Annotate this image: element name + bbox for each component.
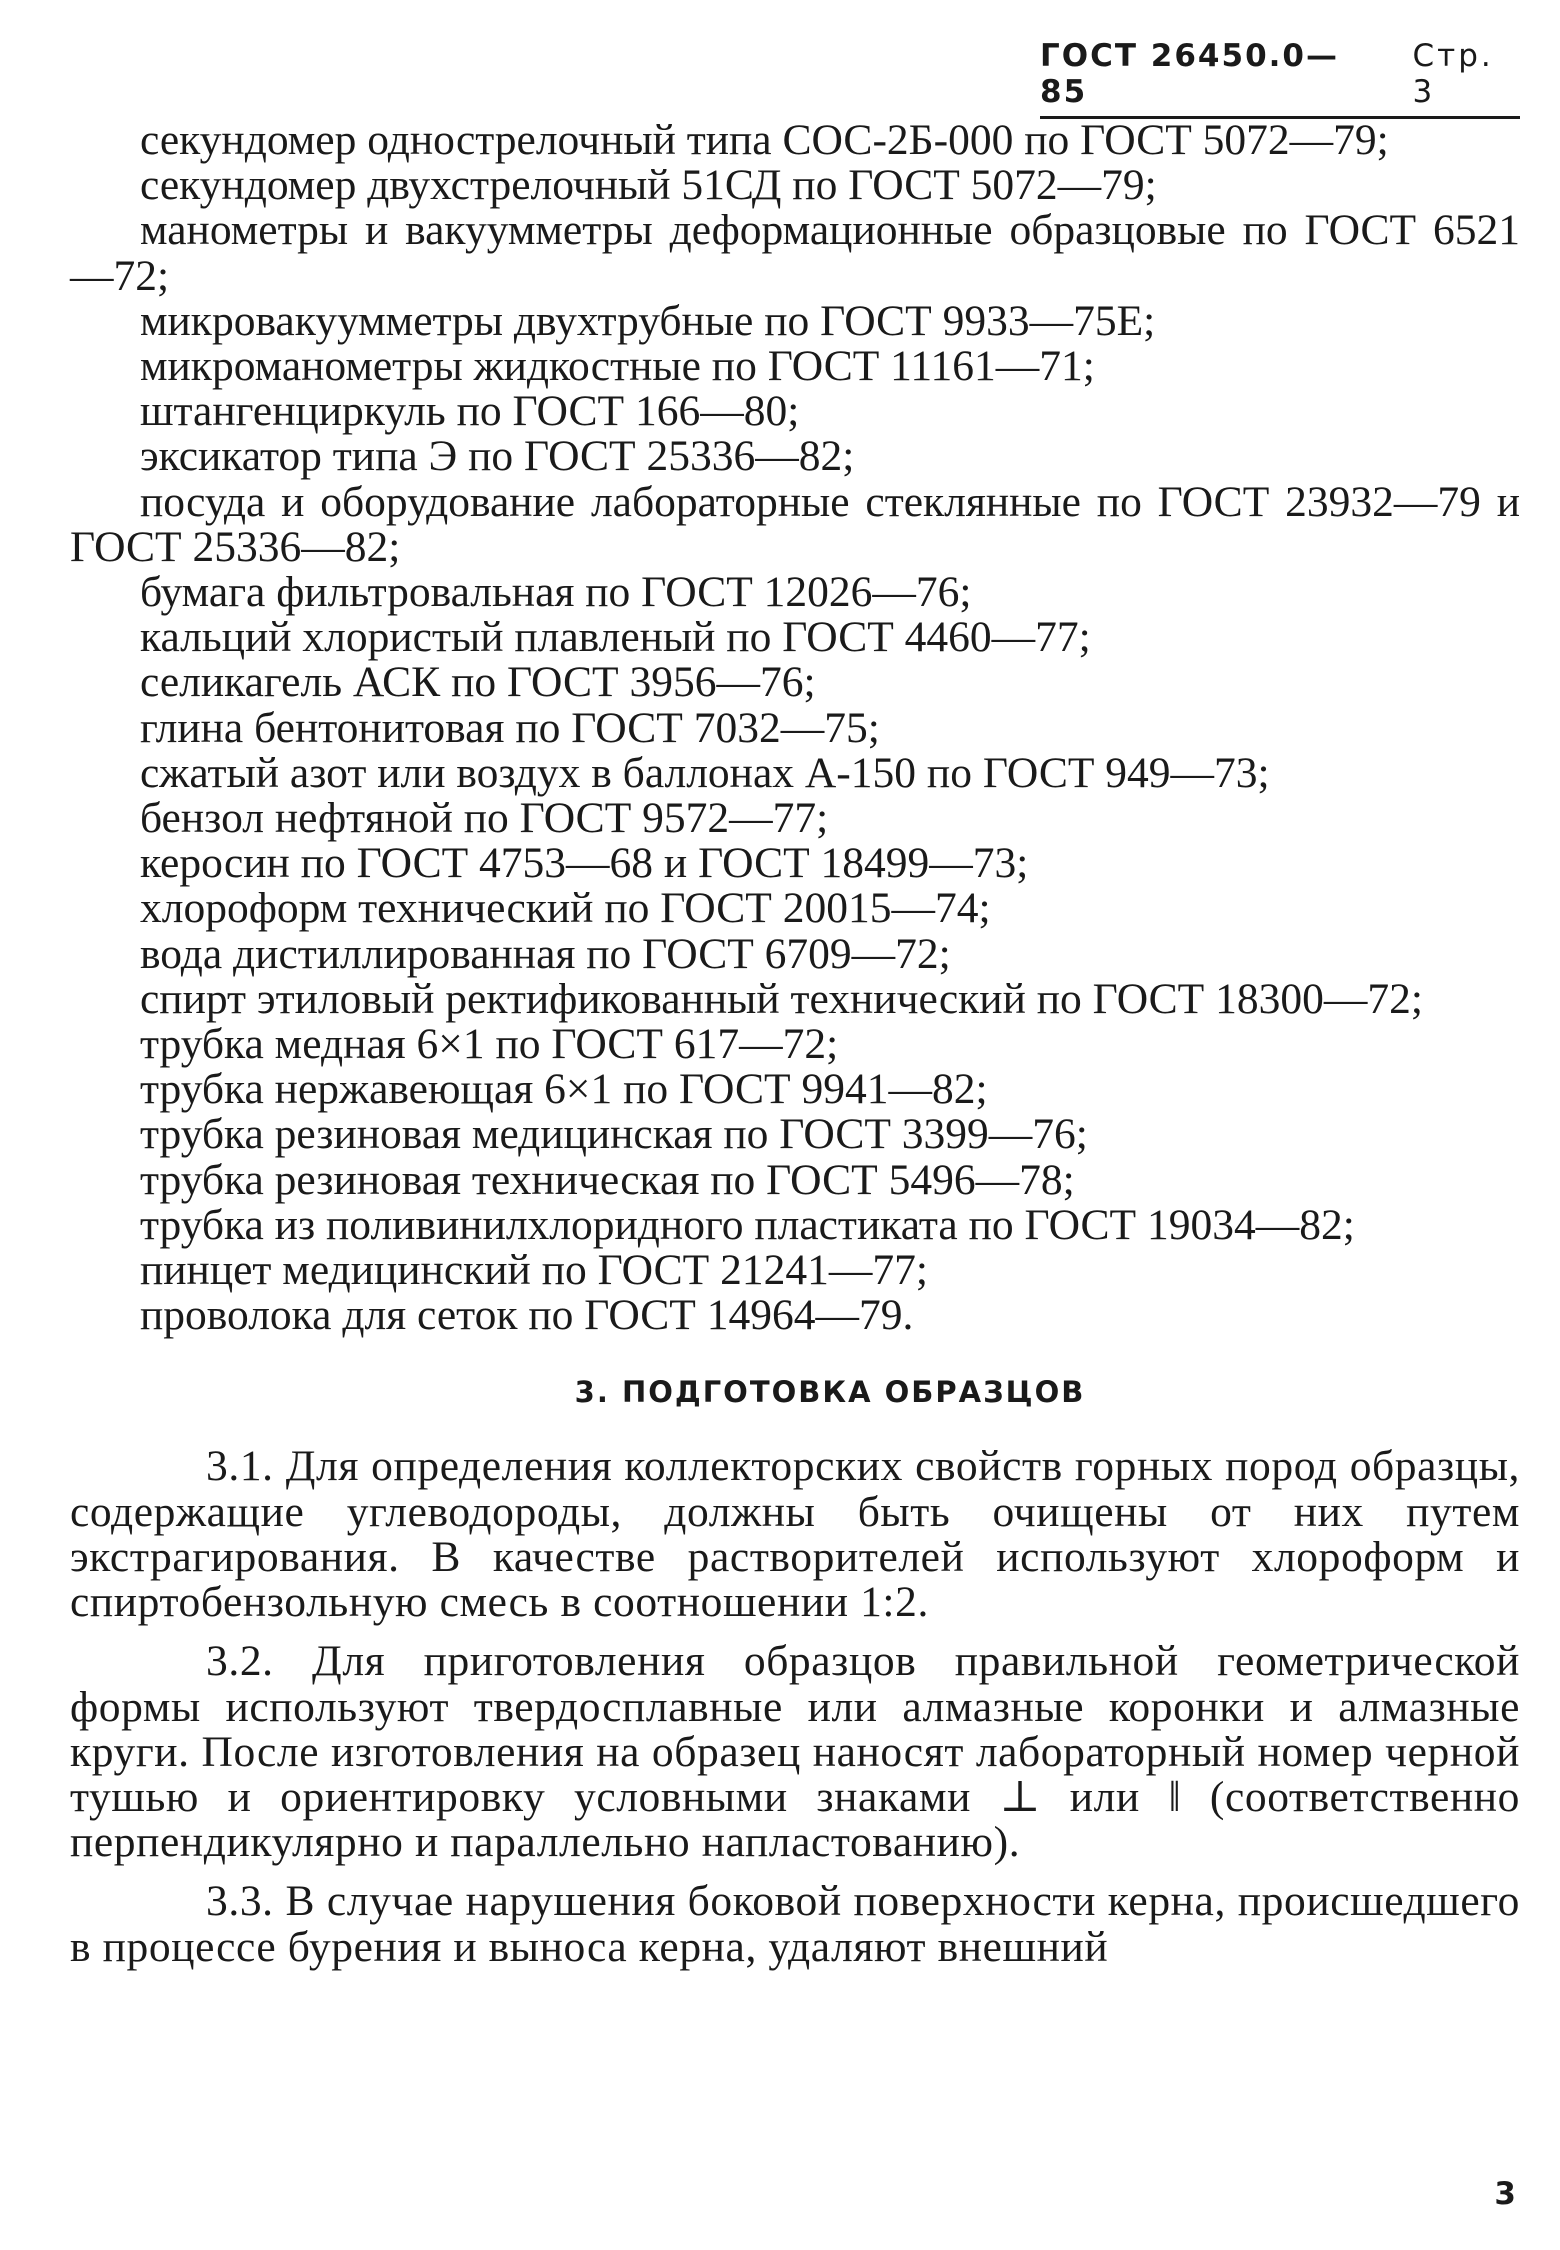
list-item: эксикатор типа Э по ГОСТ 25336—82; [140,432,855,481]
list-item: спирт этиловый ректификованный технический по ГОСТ 18300—72; [140,974,1423,1023]
list-item: микроманометры жидкостные по ГОСТ 11161—71; [140,342,1095,391]
list-item: трубка нержавеющая 6×1 по ГОСТ 9941—82; [140,1065,988,1114]
list-item: посуда и оборудование лабораторные стеклянные по ГОСТ 23932—79 и ГОСТ 25336—82; [70,477,1520,571]
list-item: трубка медная 6×1 по ГОСТ 617—72; [140,1020,839,1069]
list-item: трубка резиновая техническая по ГОСТ 5496—78; [140,1155,1075,1204]
list-item: бумага фильтровальная по ГОСТ 12026—76; [140,568,972,617]
body-text [70,116,1520,1984]
list-item: секундомер двухстрелочный 51СД по ГОСТ 5072—79; [140,161,1157,210]
list-item: сжатый азот или воздух в баллонах А-150 по ГОСТ 949—73; [140,748,1270,797]
list-item: керосин по ГОСТ 4753—68 и ГОСТ 18499—73; [140,839,1029,888]
list-item: манометры и вакуумметры деформационные образцовые по ГОСТ 6521—72; [70,206,1520,300]
list-item: селикагель АСК по ГОСТ 3956—76; [140,658,816,707]
list-item: секундомер однострелочный типа СОС-2Б-000 по ГОСТ 5072—79; [140,116,1389,164]
standard-number: ГОСТ 26450.0—85 [1040,38,1339,110]
running-header [1040,38,1520,119]
page-label: Стр. 3 [1412,38,1494,110]
paragraph: 3.1. Для определения коллекторских свойств горных пород образцы, содержащие углеводороды, должны быть очищены от них путем экстрагирования. В качестве растворителей используют хлороформ и спиртобензольную смесь в соотношении 1:2. [70,1442,1520,1627]
list-item: микровакуумметры двухтрубные по ГОСТ 9933—75Е; [140,296,1156,345]
list-item: вода дистиллированная по ГОСТ 6709—72; [140,929,951,978]
list-item: хлороформ технический по ГОСТ 20015—74; [140,884,991,933]
list-item: кальций хлористый плавленый по ГОСТ 4460—77; [140,613,1091,662]
list-item: пинцет медицинский по ГОСТ 21241—77; [140,1246,928,1295]
list-item: трубка из поливинилхлоридного пластиката по ГОСТ 19034—82; [140,1200,1355,1249]
section-title: 3. ПОДГОТОВКА ОБРАЗЦОВ [574,1375,1086,1410]
paragraph: 3.2. Для приготовления образцов правильной геометрической формы используют твердосплавные или алмазные коронки и алмазные круги. После изготовления на образец наносят лабораторный номер черной тушью и ориентировку условными знаками ⊥ или ‖ (соответственно перпендикулярно и параллельно напластованию). [70,1637,1520,1867]
list-item: глина бентонитовая по ГОСТ 7032—75; [140,703,880,752]
list-item: проволока для сеток по ГОСТ 14964—79. [140,1291,914,1340]
paragraph: 3.3. В случае нарушения боковой поверхности керна, происшедшего в процессе бурения и выноса керна, удаляют внешний [70,1877,1520,1971]
list-item: штангенциркуль по ГОСТ 166—80; [140,387,800,436]
page-number: 3 [1494,2176,1516,2212]
list-item: трубка резиновая медицинская по ГОСТ 3399—76; [140,1110,1088,1159]
equipment-list [70,116,1520,1340]
list-item: бензол нефтяной по ГОСТ 9572—77; [140,794,829,843]
